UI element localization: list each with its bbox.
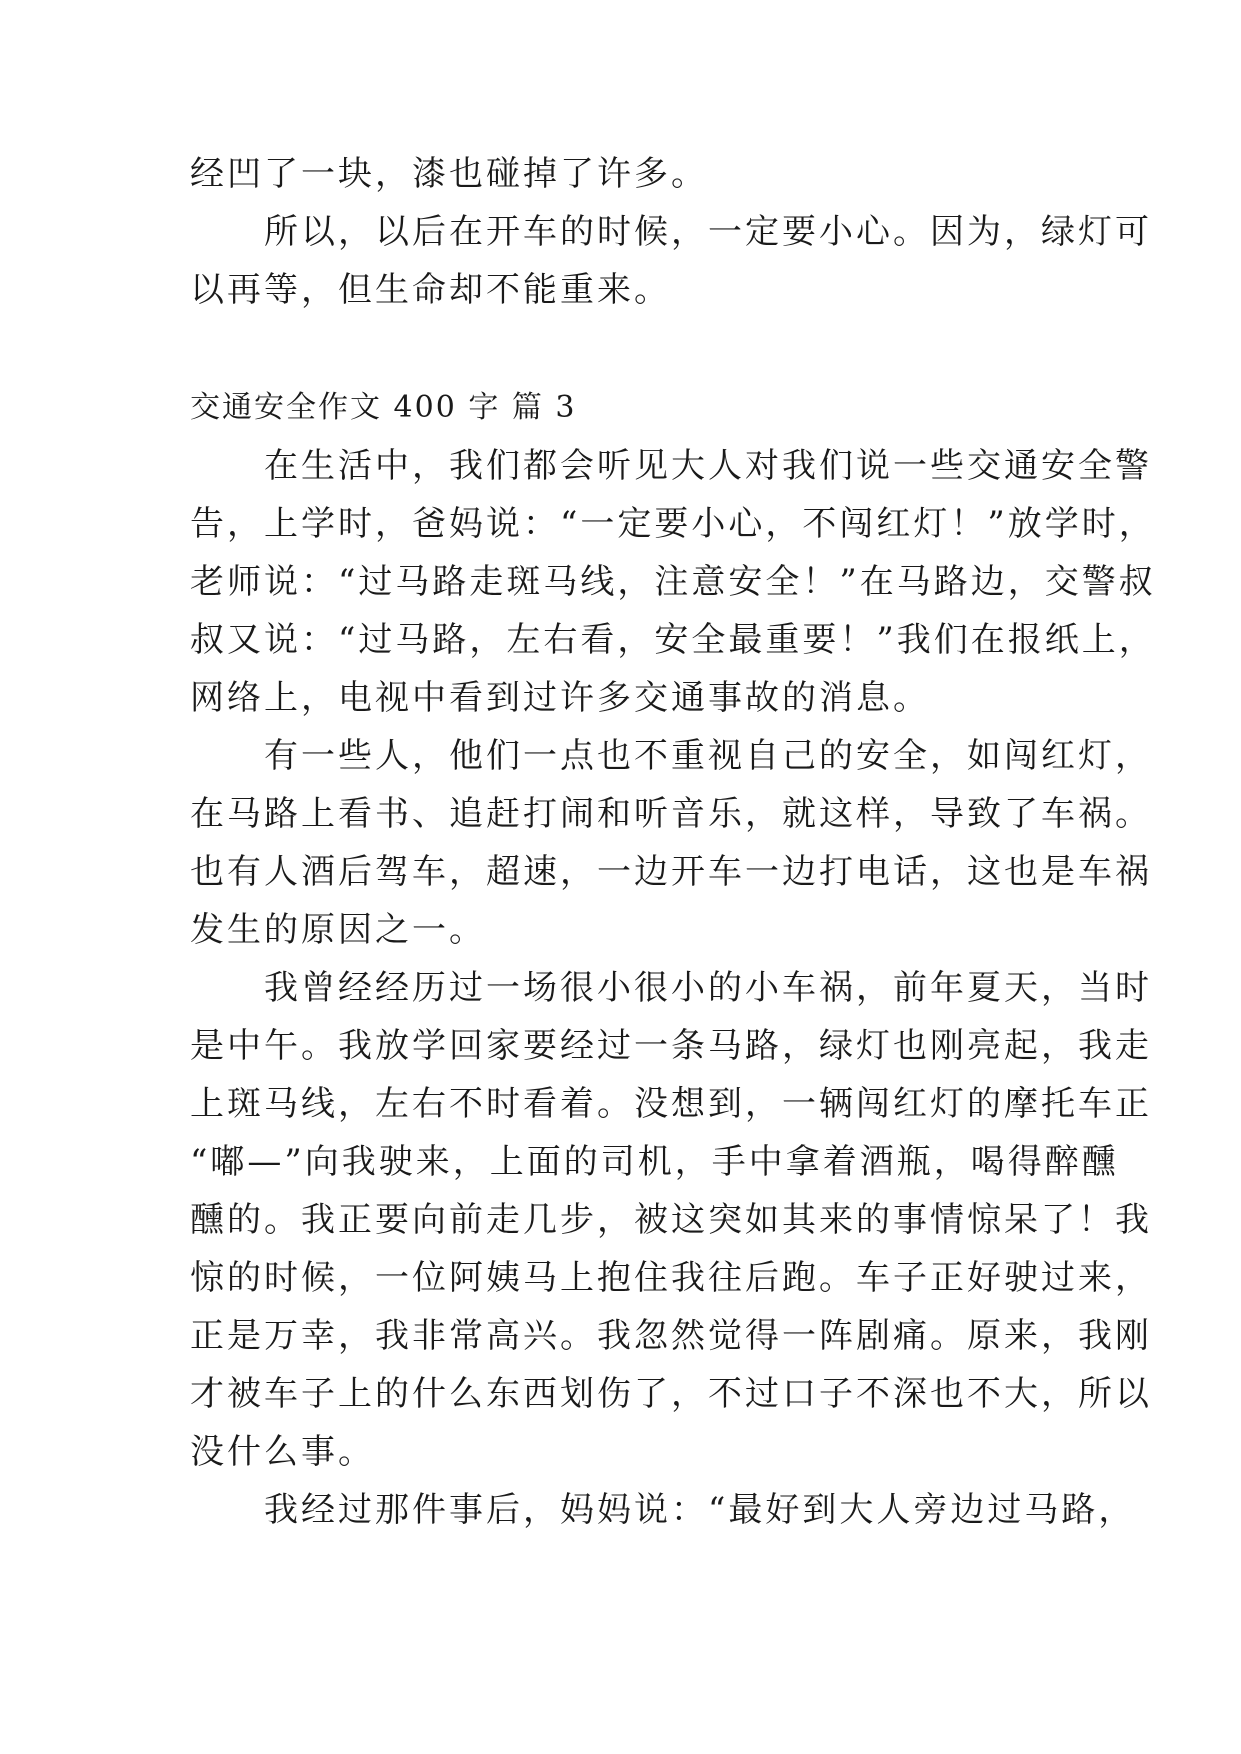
body-text-line: “嘟—”向我驶来，上面的司机，手中拿着酒瓶，喝得醉醺 [190,1142,1119,1182]
body-text-line: 网络上，电视中看到过许多交通事故的消息。 [190,678,930,718]
body-text-line: 告，上学时，爸妈说：“一定要小心，不闯红灯！”放学时， [190,504,1156,544]
body-text-line: 正是万幸，我非常高兴。我忽然觉得一阵剧痛。原来，我刚 [190,1316,1152,1356]
paragraph-start-line: 我曾经经历过一场很小很小的小车祸，前年夏天，当时 [190,968,1152,1008]
body-text-line: 发生的原因之一。 [190,910,486,950]
body-text-line: 惊的时候，一位阿姨马上抱住我往后跑。车子正好驶过来， [190,1258,1152,1298]
body-text-line: 叔又说：“过马路，左右看，安全最重要！”我们在报纸上， [190,620,1156,660]
body-text-line: 老师说：“过马路走斑马线，注意安全！”在马路边，交警叔 [190,562,1156,602]
body-text-line: 以再等，但生命却不能重来。 [190,270,671,310]
paragraph-start-line: 所以，以后在开车的时候，一定要小心。因为，绿灯可 [190,212,1152,252]
body-text-line: 也有人酒后驾车，超速，一边开车一边打电话，这也是车祸 [190,852,1152,892]
body-text-line: 没什么事。 [190,1432,375,1472]
body-text-line: 是中午。我放学回家要经过一条马路，绿灯也刚亮起，我走 [190,1026,1152,1066]
section-heading: 交通安全作文 400 字 篇 3 [190,390,577,425]
body-text-line: 在马路上看书、追赶打闹和听音乐，就这样，导致了车祸。 [190,794,1152,834]
body-text-line: 醺的。我正要向前走几步，被这突如其来的事情惊呆了！我 [190,1200,1152,1240]
paragraph-start-line: 有一些人，他们一点也不重视自己的安全，如闯红灯， [190,736,1152,776]
body-text-line: 经凹了一块，漆也碰掉了许多。 [190,154,708,194]
body-text-line: 上斑马线，左右不时看着。没想到，一辆闯红灯的摩托车正 [190,1084,1152,1124]
paragraph-start-line: 我经过那件事后，妈妈说：“最好到大人旁边过马路， [190,1490,1136,1530]
paragraph-start-line: 在生活中，我们都会听见大人对我们说一些交通安全警 [190,446,1152,486]
body-text-line: 才被车子上的什么东西划伤了，不过口子不深也不大，所以 [190,1374,1152,1414]
